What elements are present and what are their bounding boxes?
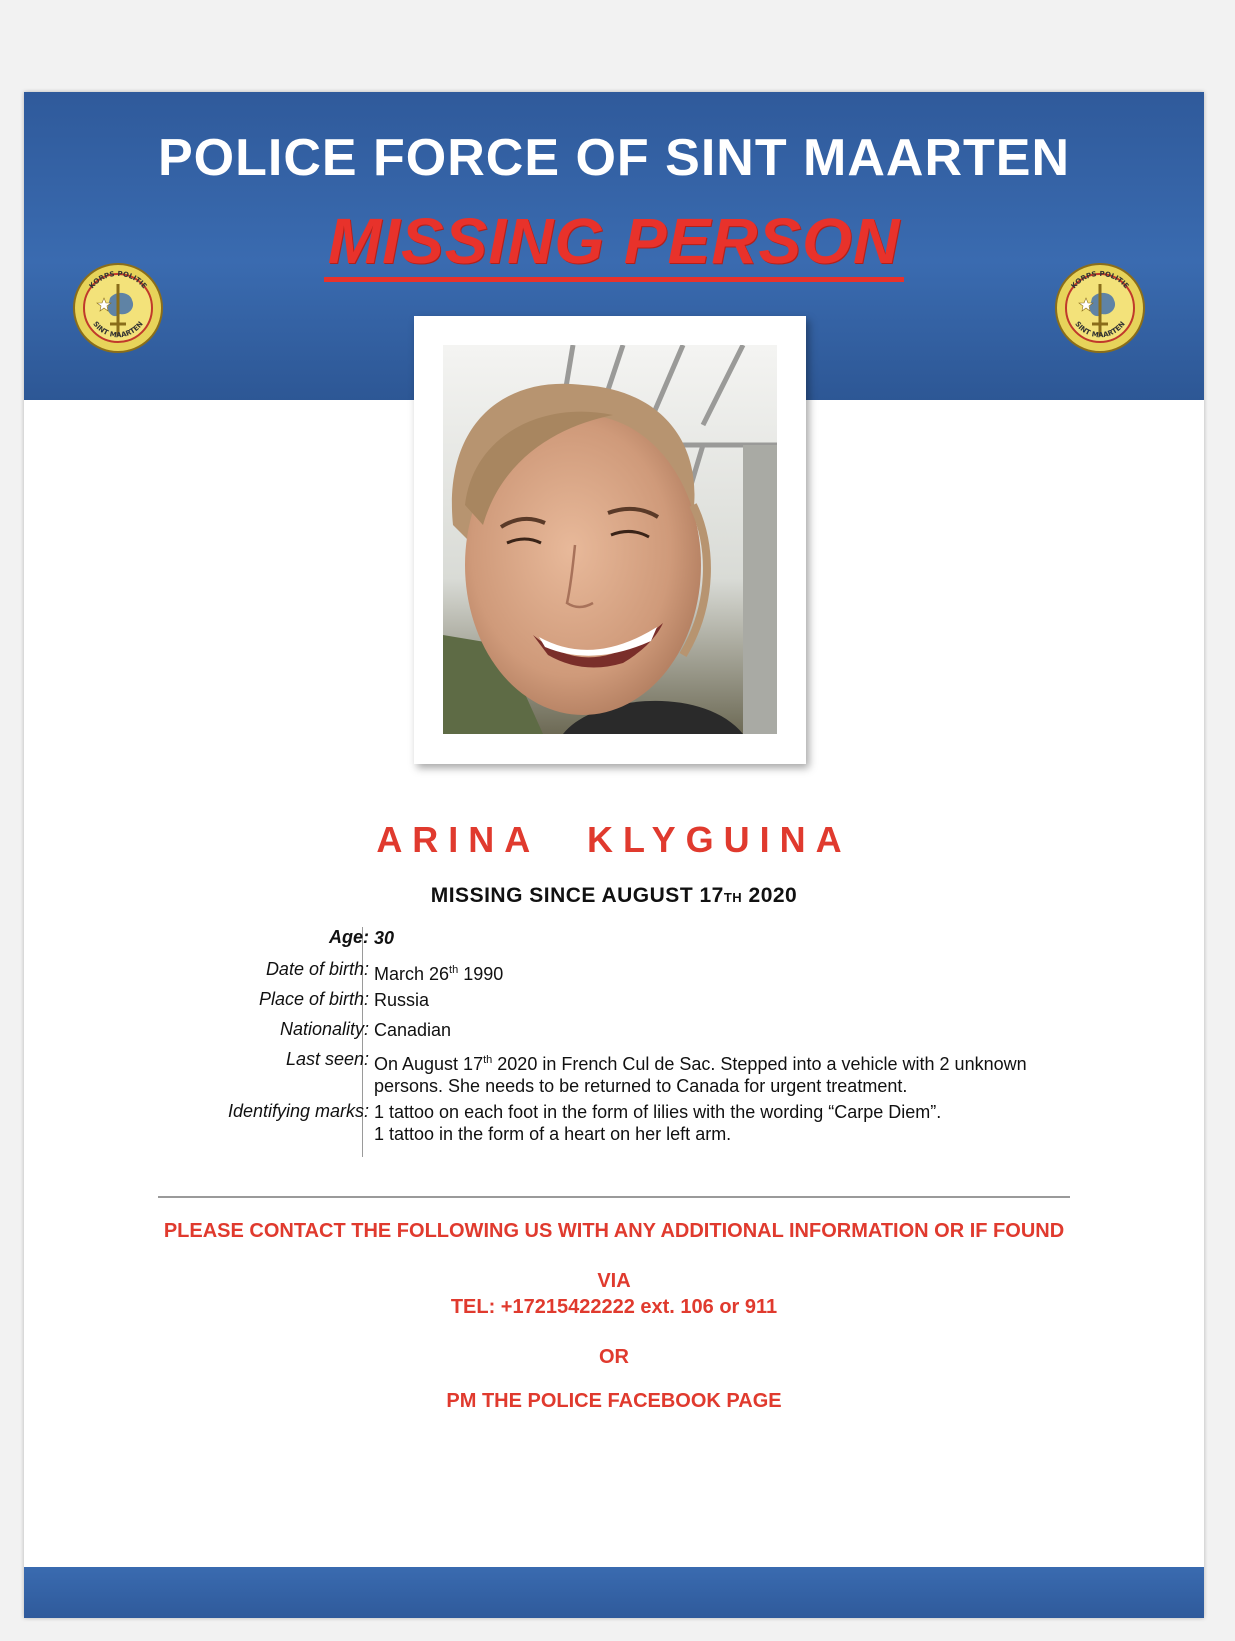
- contact-headline: PLEASE CONTACT THE FOLLOWING US WITH ANY ADDITIONAL INFORMATION OR IF FOUND: [163, 1220, 1065, 1242]
- detail-value: [374, 1101, 1094, 1145]
- detail-value: March 26th 1990: [374, 964, 504, 984]
- svg-text:SINT MAARTEN: SINT MAARTEN: [1073, 320, 1127, 340]
- person-name: ARINA KLYGUINA: [376, 819, 852, 860]
- footer-banner: [24, 1567, 1204, 1618]
- detail-value: 30: [374, 928, 395, 948]
- contact-phone: TEL: +17215422222 ext. 106 or 911: [450, 1296, 778, 1318]
- contact-or: OR: [599, 1346, 629, 1368]
- poster-subtitle: [24, 204, 1204, 278]
- poster-title: POLICE FORCE OF SINT MAARTEN: [158, 129, 1070, 187]
- detail-label: Age:: [329, 927, 369, 947]
- contact-facebook: PM THE POLICE FACEBOOK PAGE: [446, 1390, 782, 1412]
- marks-line: 1 tattoo on each foot in the form of lilies with the wording “Carpe Diem”.: [374, 1102, 942, 1122]
- detail-label: Identifying marks:: [227, 1101, 369, 1121]
- poster-page: [24, 92, 1204, 1618]
- missing-since: MISSING SINCE AUGUST 17TH 2020: [430, 884, 798, 907]
- detail-label: Date of birth:: [265, 959, 369, 979]
- detail-label: Nationality:: [279, 1019, 369, 1039]
- detail-value: Canadian: [374, 1020, 452, 1040]
- contact-via: VIA: [597, 1270, 631, 1292]
- detail-label: Place of birth:: [258, 989, 369, 1009]
- missing-person-heading: MISSING PERSON: [324, 205, 904, 282]
- svg-text:KORPS POLITIE: KORPS POLITIE: [1069, 269, 1131, 291]
- detail-label: Last seen:: [285, 1049, 369, 1069]
- section-divider: [158, 1196, 1070, 1198]
- police-seal-left: [70, 260, 166, 356]
- police-seal-right: [1052, 260, 1148, 356]
- detail-value: On August 17th 2020 in French Cul de Sac. Stepped into a vehicle with 2 unknown persons. She needs to be returned to Canada for urgent treatment.: [374, 1054, 1027, 1096]
- svg-text:SINT MAARTEN: SINT MAARTEN: [91, 320, 145, 340]
- missing-person-photo: [443, 345, 777, 734]
- detail-value: Russia: [374, 990, 430, 1010]
- svg-text:KORPS POLITIE: KORPS POLITIE: [87, 269, 149, 291]
- photo-frame: [414, 316, 806, 764]
- marks-line: 1 tattoo in the form of a heart on her left arm.: [374, 1124, 732, 1144]
